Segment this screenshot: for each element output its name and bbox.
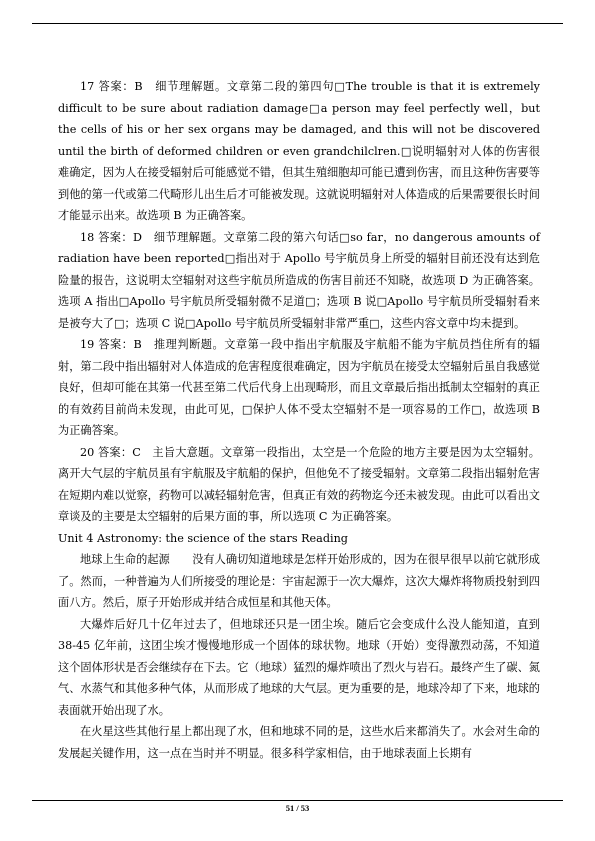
header-rule [32, 23, 563, 24]
footer-rule [32, 800, 563, 801]
answer-18-paragraph: 18 答案：D 细节理解题。文章第二段的第六句话□so far，no dangerous amounts of radiation have been reported□指出对于 Apollo 号宇航员身上所受的辐射目前还没有达到危险量的报告，这说明太空辐射对这些宇航员所造成的伤害目前还不知晓，故选项 D 为正确答案。选项 A 指出□Apollo 号宇航员所受辐射微不足道□；选项 B 说□Apollo 号宇航员所受辐射看来是被夸大了□；选项 C 说□Apollo 号宇航员所受辐射非常严重□，这些内容文章中均未提到。 [58, 230, 540, 330]
answer-19-paragraph: 19 答案：B 推理判断题。文章第一段中指出宇航服及宇航船不能为宇航员挡住所有的辐射，第二段中指出辐射对人体造成的危害程度很难确定，因为宇航员在接受太空辐射后虽自我感觉良好，但却可能在其第一代甚至第二代后代身上出现畸形，而且文章最后指出抵制太空辐射的真正的有效药目前尚未发现，由此可见，□保护人体不受太空辐射不是一项容易的工作□，故选项 B 为正确答案。 [58, 338, 540, 437]
answer-20-paragraph: 20 答案：C 主旨大意题。文章第一段指出，太空是一个危险的地方主要是因为太空辐射。离开大气层的宇航员虽有宇航服及宇航船的保护，但他免不了接受辐射。文章第二段指出辐射危害在短期内难以觉察，药物可以减轻辐射危害，但真正有效的药物迄今还未被发现。由此可以看出文章谈及的主要是太空辐射的后果方面的事，所以选项 C 为正确答案。 [58, 445, 540, 523]
page-number: 51 / 53 [285, 803, 310, 813]
unit-heading: Unit 4 Astronomy: the science of the stars Reading [58, 531, 348, 545]
reading-paragraph-2: 大爆炸后好几十亿年过去了，但地球还只是一团尘埃。随后它会变成什么没人能知道，直到 38-45 亿年前，这团尘埃才慢慢地形成一个固体的球状物。地球（开始）变得激烈动荡，不知道这个固体形状是否会继续存在下去。它（地球）猛烈的爆炸喷出了烈火与岩石。最终产生了碳、氮气、水蒸气和其他多种气体，从而形成了地球的大气层。更为重要的是，地球冷却了下来，地球的表面就开始出现了水。 [58, 617, 540, 717]
reading-paragraph-1: 地球上生命的起源 没有人确切知道地球是怎样开始形成的，因为在很早很早以前它就形成了。然而，一种普遍为人们所接受的理论是：宇宙起源于一次大爆炸，这次大爆炸将物质投射到四面八方。然后，原子开始形成并结合成恒星和其他天体。 [58, 553, 540, 609]
reading-paragraph-3: 在火星这些其他行星上都出现了水，但和地球不同的是，这些水后来都消失了。水会对生命的发展起关键作用，这一点在当时并不明显。很多科学家相信，由于地球表面上长期有 [58, 725, 540, 760]
page-content [58, 76, 540, 764]
answer-17-paragraph: 17 答案：B 细节理解题。文章第二段的第四句□The trouble is that it is extremely difficult to be sure about radiation damage□a person may feel perfectly well，but the cells of his or her sex organs may be damaged, and this will not be discovered until the birth of deformed children or even grandchilclren.□说明辐射对人体的伤害很难确定，因为人在接受辐射后可能感觉不错，但其生殖细胞却可能已遭到伤害，而且这种伤害要等到他的第一代或第二代畸形儿出生后才可能被发现。这就说明辐射对人体造成的后果需要很长时间才能显示出来。故选项 B 为正确答案。 [58, 80, 540, 222]
